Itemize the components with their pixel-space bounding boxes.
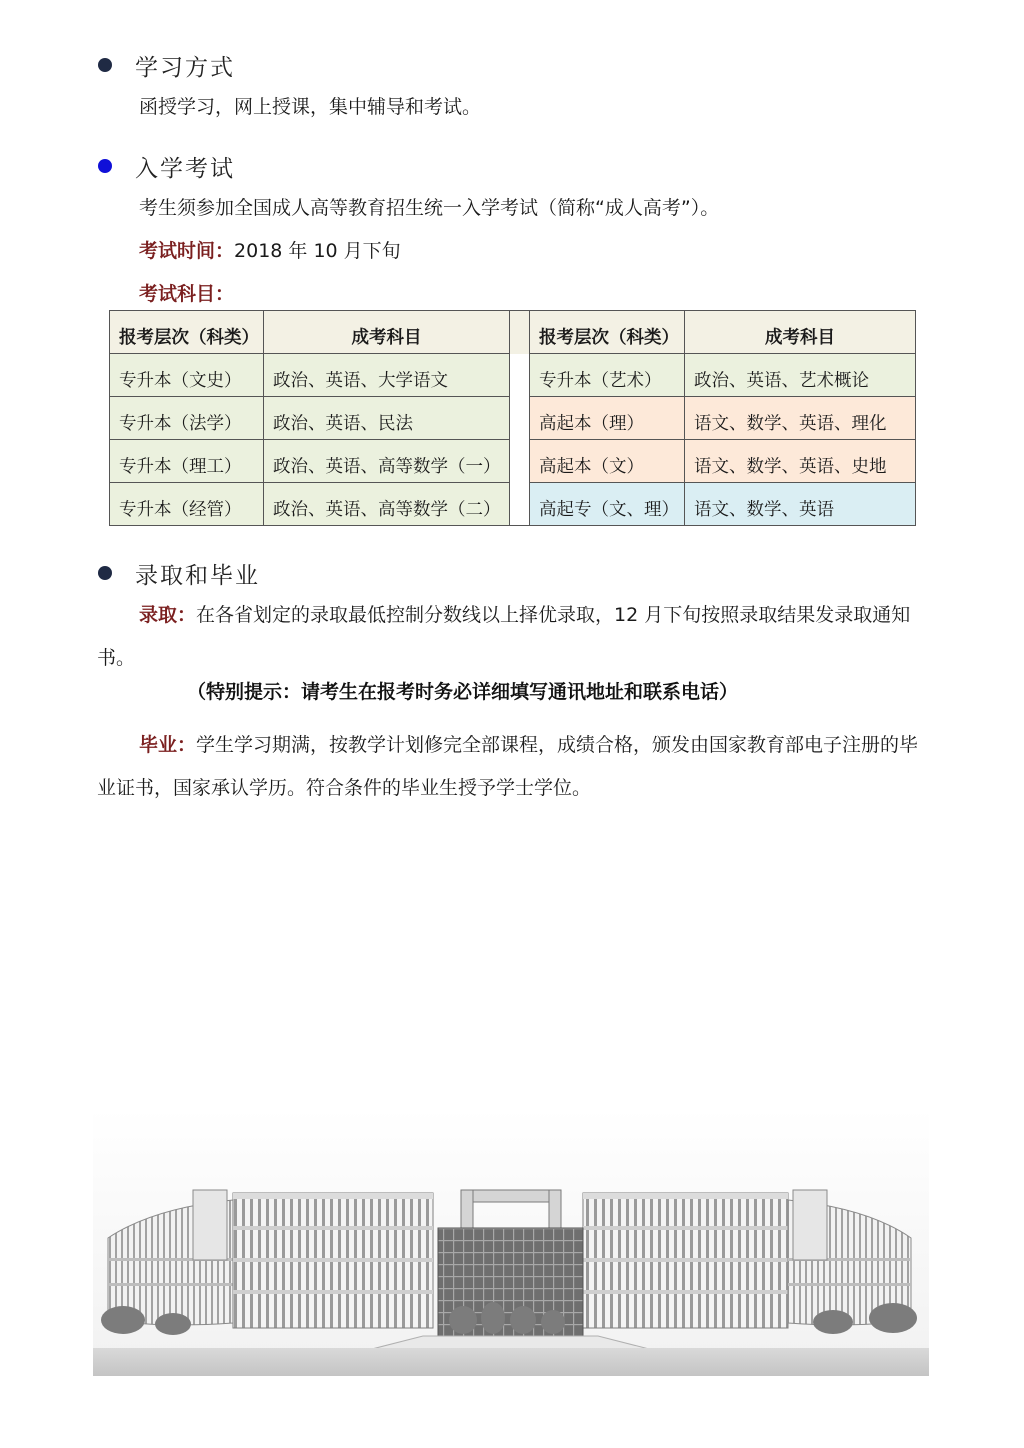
special-tip: （特别提示：请考生在报考时务必详细填写通讯地址和联系电话）	[187, 681, 739, 703]
table-row	[110, 397, 916, 440]
table-cell: 政治、英语、大学语文	[264, 354, 510, 397]
table-cell: 高起专（文、理）	[530, 483, 685, 526]
table-row	[110, 483, 916, 526]
campus-building-image	[93, 1108, 929, 1376]
table-gap	[510, 397, 530, 440]
table-header-cell: 成考科目	[685, 311, 916, 354]
section-heading-exam	[98, 148, 235, 184]
table-header-cell: 报考层次（科类）	[530, 311, 685, 354]
table-gap	[510, 354, 530, 397]
exam-time-label: 考试时间：	[139, 240, 235, 262]
table-cell: 专升本（艺术）	[530, 354, 685, 397]
section-title: 入学考试	[135, 155, 235, 182]
table-cell: 语文、数学、英语、史地	[685, 440, 916, 483]
table-cell: 专升本（理工）	[110, 440, 264, 483]
table-cell: 政治、英语、高等数学（一）	[264, 440, 510, 483]
table-gap	[510, 440, 530, 483]
exam-subjects-heading	[139, 280, 234, 308]
table-cell: 专升本（文史）	[110, 354, 264, 397]
table-header-cell: 报考层次（科类）	[110, 311, 264, 354]
table-gap	[510, 311, 530, 354]
table-header-cell: 成考科目	[264, 311, 510, 354]
table-cell: 高起本（文）	[530, 440, 685, 483]
bullet-icon	[98, 58, 112, 72]
table-cell: 语文、数学、英语、理化	[685, 397, 916, 440]
table-cell: 专升本（法学）	[110, 397, 264, 440]
section-title: 录取和毕业	[135, 562, 260, 589]
table-cell: 高起本（理）	[530, 397, 685, 440]
graduation-paragraph	[97, 724, 929, 810]
table-cell: 语文、数学、英语	[685, 483, 916, 526]
section-heading-study	[98, 47, 235, 83]
graduation-label: 毕业：	[139, 734, 197, 756]
section-title: 学习方式	[135, 54, 235, 81]
study-method-text: 函授学习，网上授课，集中辅导和考试。	[139, 96, 482, 118]
table-row	[110, 354, 916, 397]
table-cell: 政治、英语、民法	[264, 397, 510, 440]
table-header-row	[110, 311, 916, 354]
table-cell: 专升本（经管）	[110, 483, 264, 526]
admission-text: 在各省划定的录取最低控制分数线以上择优录取，12 月下旬按照录取结果发录取通知书。	[97, 604, 911, 669]
admission-label: 录取：	[139, 604, 197, 626]
building-illustration	[93, 1108, 929, 1376]
bullet-icon	[98, 159, 112, 173]
exam-subjects-table	[109, 310, 916, 526]
section-heading-admission	[98, 555, 260, 591]
bullet-icon	[98, 566, 112, 580]
table-row	[110, 440, 916, 483]
exam-subjects-label: 考试科目：	[139, 283, 235, 305]
exam-time-value: 2018 年 10 月下旬	[234, 240, 401, 262]
table-cell: 政治、英语、艺术概论	[685, 354, 916, 397]
admission-paragraph	[97, 594, 929, 680]
exam-time	[139, 237, 401, 265]
table-cell: 政治、英语、高等数学（二）	[264, 483, 510, 526]
graduation-text: 学生学习期满，按教学计划修完全部课程，成绩合格，颁发由国家教育部电子注册的毕业证书，国家承认学历。符合条件的毕业生授予学士学位。	[97, 734, 919, 799]
table-gap	[510, 483, 530, 526]
exam-description: 考生须参加全国成人高等教育招生统一入学考试（简称“成人高考”）。	[139, 197, 720, 219]
